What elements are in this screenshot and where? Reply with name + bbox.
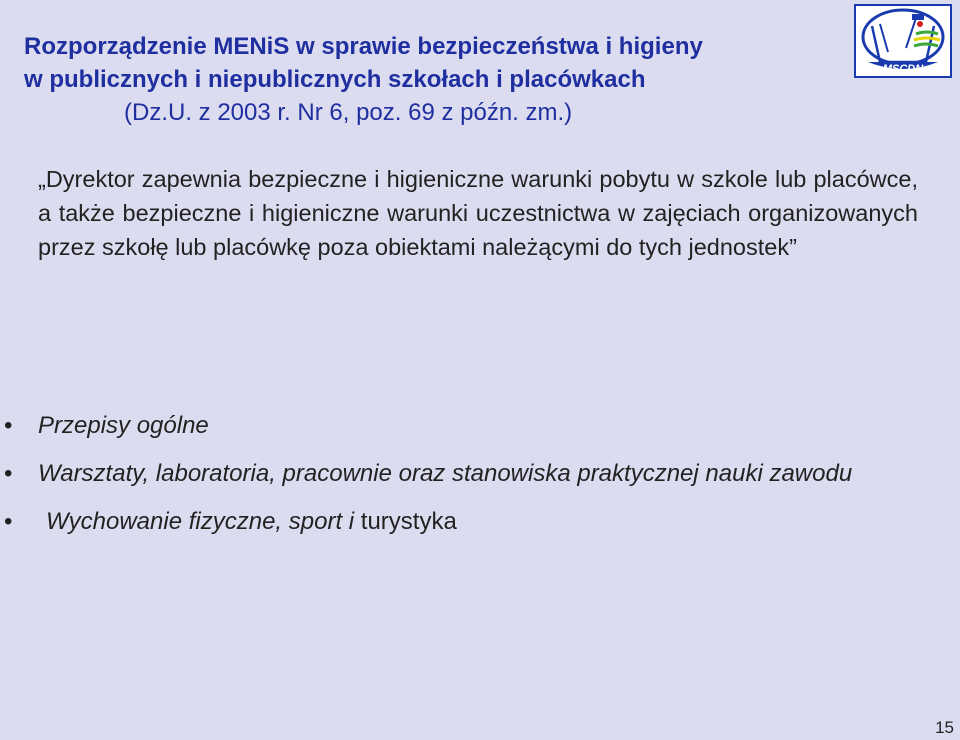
title-line-1: Rozporządzenie MENiS w sprawie bezpieczeństwa i higieny [24, 33, 703, 60]
list-item [0, 450, 918, 498]
topic-tourism: turystyka [354, 508, 457, 535]
regulation-quote: „Dyrektor zapewnia bezpieczne i higieniczne warunki pobytu w szkole lub placówce, a także bezpieczne i higieniczne warunki uczestnictwa w zajęciach organizowanych przez szkołę lub placówkę poza obiektami należącymi do tych jednostek” [38, 166, 918, 260]
slide-title [24, 30, 844, 129]
title-line-2: w publicznych i niepublicznych szkołach i placówkach [24, 66, 646, 93]
logo-text: MSCDN [882, 63, 924, 75]
title-citation: (Dz.U. z 2003 r. Nr 6, poz. 69 z późn. zm.) [124, 99, 573, 126]
page-number: 15 [935, 718, 954, 737]
bullet-marker: • [4, 412, 13, 439]
bullet-marker: • [4, 460, 13, 487]
bullet-marker: • [4, 508, 13, 535]
list-item [0, 498, 940, 546]
list-item [0, 402, 940, 450]
topics-list [0, 402, 940, 546]
topic-general-rules: Przepisy ogólne [38, 412, 209, 439]
topic-physical-education: Wychowanie fizyczne, sport i [46, 508, 355, 535]
mscdn-logo [854, 4, 952, 78]
topic-workshops: Warsztaty, laboratoria, pracownie oraz stanowiska praktycznej nauki zawodu [38, 460, 853, 487]
